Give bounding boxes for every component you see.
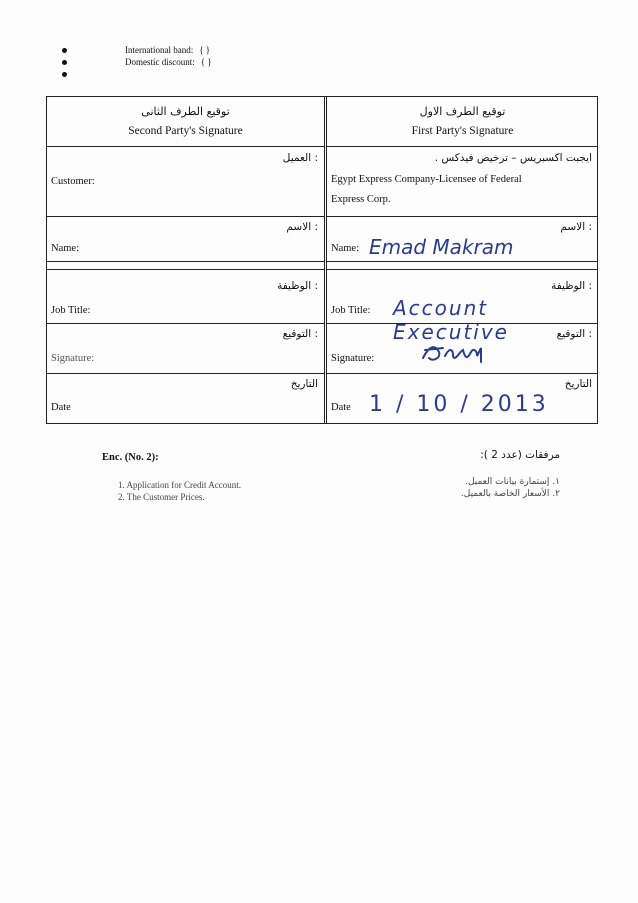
customer-label-ar: : العميل [282, 152, 318, 164]
name-label-en: Name: [51, 243, 79, 254]
name-label-ar: : الاسم [286, 221, 318, 233]
enclosures-list-ar [461, 476, 560, 500]
date-label-en: Date [51, 402, 71, 413]
date-label-ar: التاريخ [564, 378, 592, 390]
company-name-en-line1: Egypt Express Company-Licensee of Federal [331, 174, 522, 185]
enclosure-item-ar: ٢. الأسعار الخاصة بالعميل. [460, 489, 560, 499]
handwritten-signature [419, 338, 499, 368]
second-party-customer-cell [47, 147, 324, 217]
job-label-en: Job Title: [51, 305, 91, 316]
signature-label-en: Signature: [331, 353, 375, 364]
bullet-international-band [62, 44, 212, 56]
handwritten-job-title: Account Executive [393, 296, 509, 344]
job-label-ar: : الوظيفة [551, 280, 592, 292]
bullet-icon [62, 72, 67, 77]
international-band-value: { } [199, 45, 211, 55]
first-party-date-cell [327, 374, 598, 424]
domestic-discount-label: Domestic discount: [125, 57, 195, 67]
enclosure-item-ar: ١. إستمارة بيانات العميل. [465, 477, 560, 487]
signature-label-en: Signature: [51, 353, 95, 364]
second-party-job-cell [47, 269, 324, 324]
handwritten-name: Emad Makram [369, 235, 514, 259]
second-party-title-en: Second Party's Signature [128, 125, 243, 137]
bullet-list [62, 44, 212, 80]
customer-label-en: Customer: [51, 176, 95, 187]
first-party-customer-cell [327, 147, 598, 217]
date-label-en: Date [331, 402, 351, 413]
date-label-ar: التاريخ [290, 378, 318, 390]
second-party-header [47, 97, 324, 147]
bullet-icon [62, 48, 67, 53]
bullet-icon [62, 60, 67, 65]
handwritten-date: 1 / 10 / 2013 [369, 392, 549, 417]
domestic-discount-value: { } [200, 57, 212, 67]
international-band-label: International band: [125, 45, 194, 55]
bullet-domestic-discount [62, 56, 212, 68]
first-party-header [327, 97, 598, 147]
bullet-empty [62, 68, 212, 80]
second-party-title-ar: توقيع الطرف الثانى [141, 105, 230, 118]
enclosures-title-ar: مرفقات (عدد 2 ): [480, 449, 560, 461]
company-name-en-line2: Express Corp. [331, 194, 391, 205]
enclosures-title-en: Enc. (No. 2): [102, 452, 159, 463]
second-party-date-cell [47, 374, 324, 424]
first-party-column [326, 97, 598, 423]
first-party-name-cell [327, 217, 598, 262]
enclosure-item-en: 2. The Customer Prices. [118, 492, 205, 502]
signature-label-ar: : التوقيع [556, 328, 592, 340]
second-party-column [47, 97, 325, 423]
job-label-ar: : الوظيفة [277, 280, 318, 292]
first-party-title-en: First Party's Signature [411, 125, 514, 137]
enclosures-list-en [118, 479, 241, 503]
second-party-name-cell [47, 217, 324, 262]
name-label-ar: : الاسم [560, 221, 592, 233]
first-party-title-ar: توقيع الطرف الاول [419, 105, 506, 118]
enclosure-item-en: 1. Application for Credit Account. [118, 480, 241, 490]
first-party-signature-cell [327, 324, 598, 374]
signature-table [46, 96, 598, 424]
signature-label-ar: : التوقيع [282, 328, 318, 340]
job-label-en: Job Title: [331, 305, 371, 316]
name-label-en: Name: [331, 243, 359, 254]
second-party-signature-cell [47, 324, 324, 374]
company-name-ar: ايجبت اكسبريس – ترخيص فيدكس . [434, 152, 592, 164]
